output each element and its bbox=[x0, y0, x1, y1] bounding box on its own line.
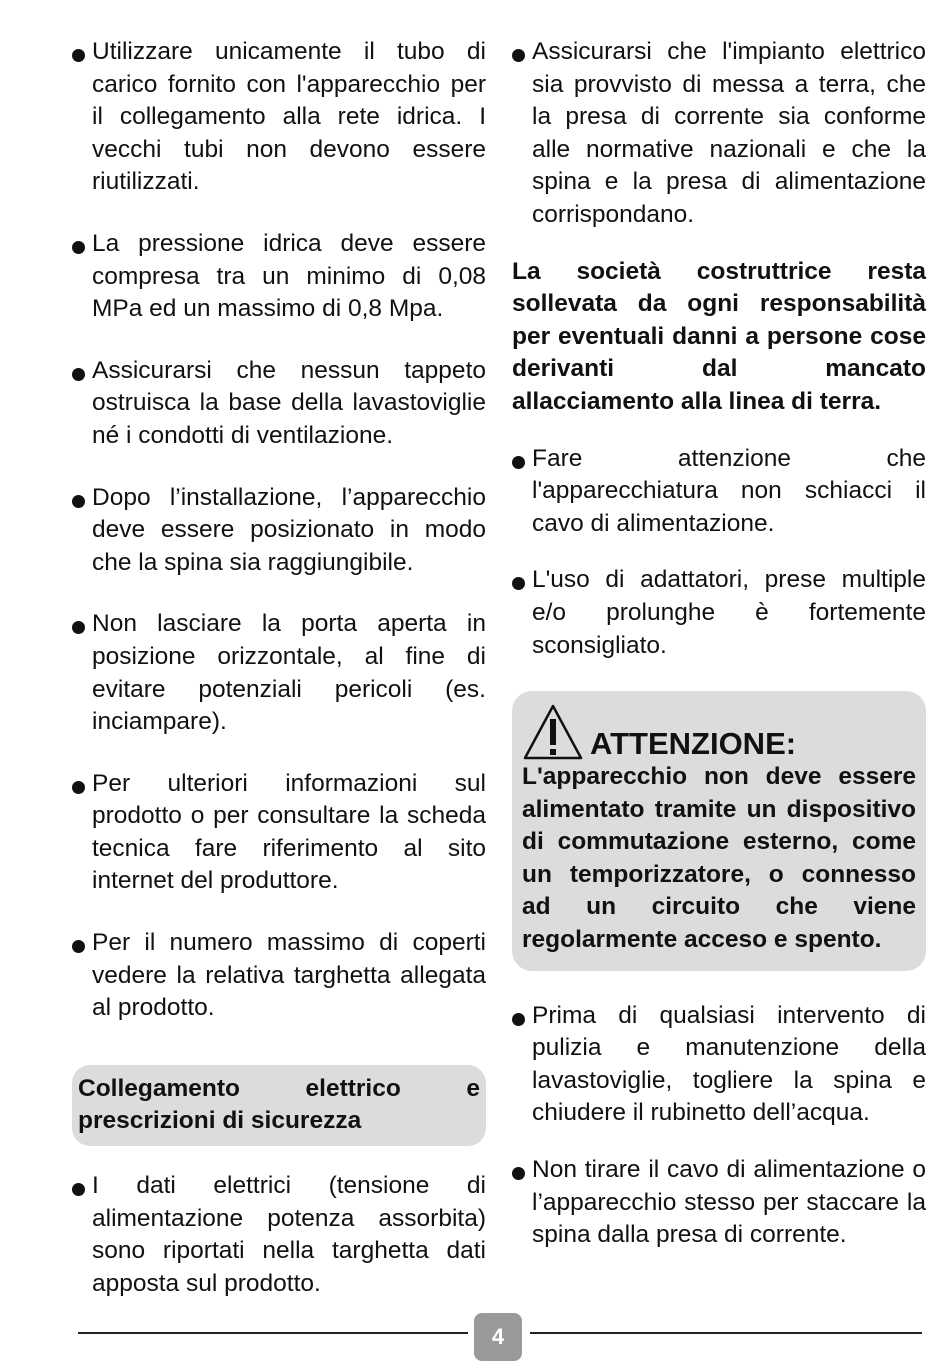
list-item bbox=[512, 443, 926, 541]
list-item bbox=[512, 1154, 926, 1252]
footer-rule-right bbox=[530, 1332, 922, 1334]
bullet-text: Non tirare il cavo di alimentazione o l’apparecchio stesso per staccare la spina dalla presa di corrente. bbox=[532, 1156, 926, 1249]
bullet-text: Assicurarsi che l'impianto elettrico sia provvisto di messa a terra, che la presa di corrente sia conforme alle normative nazionali e che la spina e la presa di alimentazione corrispondano. bbox=[532, 38, 926, 228]
warning-text: L'apparecchio non deve essere alimentato tramite un dispositivo di commutazione esterno, come un temporizzatore, o connesso ad un circuito che viene regolarmente acceso e spento. bbox=[522, 763, 916, 954]
list-item bbox=[72, 228, 486, 326]
list-item bbox=[512, 36, 926, 232]
bullet-text: L'uso di adattatori, prese multiple e/o prolunghe è fortemente sconsigliato. bbox=[532, 566, 926, 659]
bullet-text: Prima di qualsiasi intervento di pulizia e manutenzione della lavastoviglie, togliere la spina e chiudere il rubinetto dell’acqua. bbox=[532, 1001, 926, 1127]
warning-header bbox=[522, 701, 916, 761]
bullet-text: Fare attenzione che l'apparecchiatura non schiacci il cavo di alimentazione. bbox=[532, 444, 926, 537]
bullet-text: La pressione idrica deve essere compresa tra un minimo di 0,08 MPa ed un massimo di 0,8 Mpa. bbox=[92, 229, 486, 323]
footer-rule-left bbox=[78, 1332, 468, 1334]
bullet-text: Utilizzare unicamente il tubo di carico fornito con l'apparecchio per il collegamento alla rete idrica. I vecchi tubi non devono essere riutilizzati. bbox=[92, 38, 486, 196]
bullet-text: Dopo l’installazione, l’apparecchio deve essere posizionato in modo che la spina sia raggiungibile. bbox=[92, 483, 486, 576]
bullet-text: Per ulteriori informazioni sul prodotto o per consultare la scheda tecnica fare riferimento al sito internet del produttore. bbox=[92, 769, 486, 895]
list-item bbox=[512, 564, 926, 662]
right-column bbox=[512, 36, 926, 1252]
list-item bbox=[72, 768, 486, 898]
list-item bbox=[72, 355, 486, 453]
list-item bbox=[512, 1000, 926, 1130]
list-item bbox=[72, 482, 486, 580]
section-heading: Collegamento elettrico e prescrizioni di sicurezza bbox=[72, 1065, 486, 1146]
liability-statement: La società costruttrice resta sollevata da ogni responsabilità per eventuali danni a persone cose derivanti dal mancato allacciamento alla linea di terra. bbox=[512, 257, 926, 415]
page-number: 4 bbox=[474, 1313, 522, 1361]
bullet-text: Per il numero massimo di coperti vedere la relativa targhetta allegata al prodotto. bbox=[92, 929, 486, 1022]
bullet-text: Assicurarsi che nessun tappeto ostruisca la base della lavastoviglie né i condotti di ventilazione. bbox=[92, 356, 486, 449]
bullet-text: I dati elettrici (tensione di alimentazione potenza assorbita) sono riportati nella targhetta dati apposta sul prodotto. bbox=[92, 1172, 486, 1297]
list-item bbox=[72, 1170, 486, 1300]
list-item bbox=[72, 927, 486, 1025]
warning-title: ATTENZIONE: bbox=[590, 726, 797, 762]
warning-triangle-icon bbox=[522, 703, 584, 761]
list-item bbox=[72, 36, 486, 199]
bullet-text: Non lasciare la porta aperta in posizione orizzontale, al fine di evitare potenziali pericoli (es. inciampare). bbox=[92, 610, 486, 736]
left-column bbox=[72, 36, 486, 1300]
warning-box bbox=[512, 691, 926, 971]
list-item bbox=[72, 608, 486, 738]
